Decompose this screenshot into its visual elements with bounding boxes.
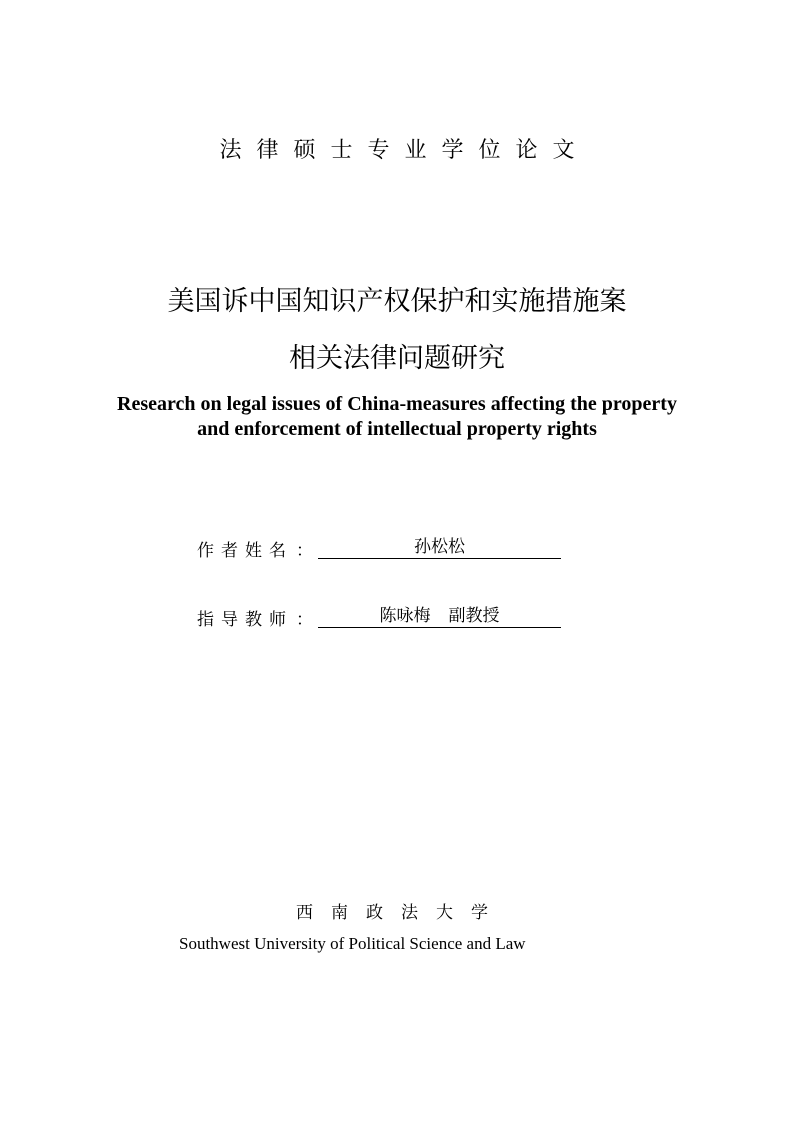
- thesis-title-cn-line1: 美国诉中国知识产权保护和实施措施案: [167, 286, 627, 317]
- advisor-name: 陈咏梅: [379, 606, 431, 626]
- author-label: 作者姓名: [197, 541, 293, 561]
- thesis-title-cn-line2: 相关法律问题研究: [289, 343, 505, 374]
- advisor-label: 指导教师: [197, 610, 293, 630]
- advisor-field: [318, 605, 561, 628]
- author-colon: ：: [296, 541, 313, 561]
- advisor-title: 副教授: [448, 606, 500, 626]
- author-name-field: 孙松松: [318, 536, 561, 559]
- degree-type-heading: 法律硕士专业学位论文: [219, 138, 590, 163]
- advisor-colon: ：: [296, 610, 313, 630]
- thesis-title-en-line1: Research on legal issues of China-measures affecting the property: [117, 393, 677, 415]
- university-name-en: Southwest University of Political Science and Law: [179, 934, 526, 953]
- thesis-title-en-line2: and enforcement of intellectual property rights: [197, 418, 597, 440]
- university-name-cn: 西南政法大学: [296, 903, 506, 923]
